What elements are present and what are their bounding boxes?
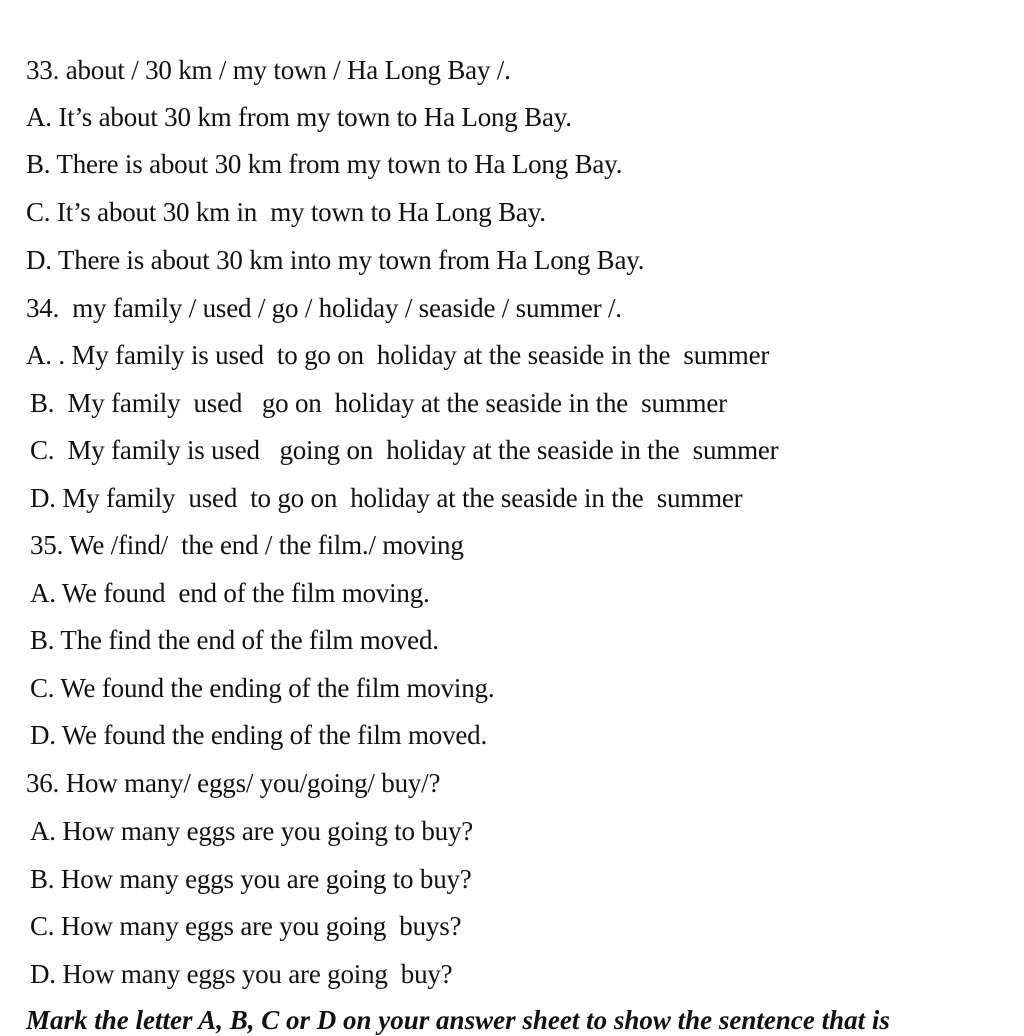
question-33-option-b: B. There is about 30 km from my town to Ha Long Bay. xyxy=(26,149,623,179)
question-33-prompt: 33. about / 30 km / my town / Ha Long Bay /. xyxy=(26,55,511,85)
question-35-option-a: A. We found end of the film moving. xyxy=(30,578,430,608)
question-36-option-a: A. How many eggs are you going to buy? xyxy=(30,816,474,846)
question-36-option-c: C. How many eggs are you going buys? xyxy=(30,911,462,941)
question-35-prompt: 35. We /find/ the end / the film./ moving xyxy=(30,530,464,560)
question-34-option-d: D. My family used to go on holiday at the seaside in the summer xyxy=(30,483,743,513)
question-34-option-c: C. My family is used going on holiday at the seaside in the summer xyxy=(30,435,779,465)
question-35-option-b: B. The find the end of the film moved. xyxy=(30,625,439,655)
question-36-option-b: B. How many eggs you are going to buy? xyxy=(30,864,472,894)
question-35-option-c: C. We found the ending of the film moving. xyxy=(30,673,495,703)
question-35-option-d: D. We found the ending of the film moved. xyxy=(30,720,488,750)
question-34-option-a: A. . My family is used to go on holiday at the seaside in the summer xyxy=(26,340,770,370)
question-36-prompt: 36. How many/ eggs/ you/going/ buy/? xyxy=(26,768,441,798)
question-33-option-c: C. It’s about 30 km in my town to Ha Long Bay. xyxy=(26,197,546,227)
question-33-option-d: D. There is about 30 km into my town from Ha Long Bay. xyxy=(26,245,645,275)
question-34-prompt: 34. my family / used / go / holiday / seaside / summer /. xyxy=(26,293,622,323)
question-33-option-a: A. It’s about 30 km from my town to Ha Long Bay. xyxy=(26,102,572,132)
question-34-option-b: B. My family used go on holiday at the seaside in the summer xyxy=(30,388,727,418)
question-36-option-d: D. How many eggs you are going buy? xyxy=(30,959,453,989)
cut-off-instruction: Mark the letter A, B, C or D on your answer sheet to show the sentence that is xyxy=(26,1005,890,1035)
